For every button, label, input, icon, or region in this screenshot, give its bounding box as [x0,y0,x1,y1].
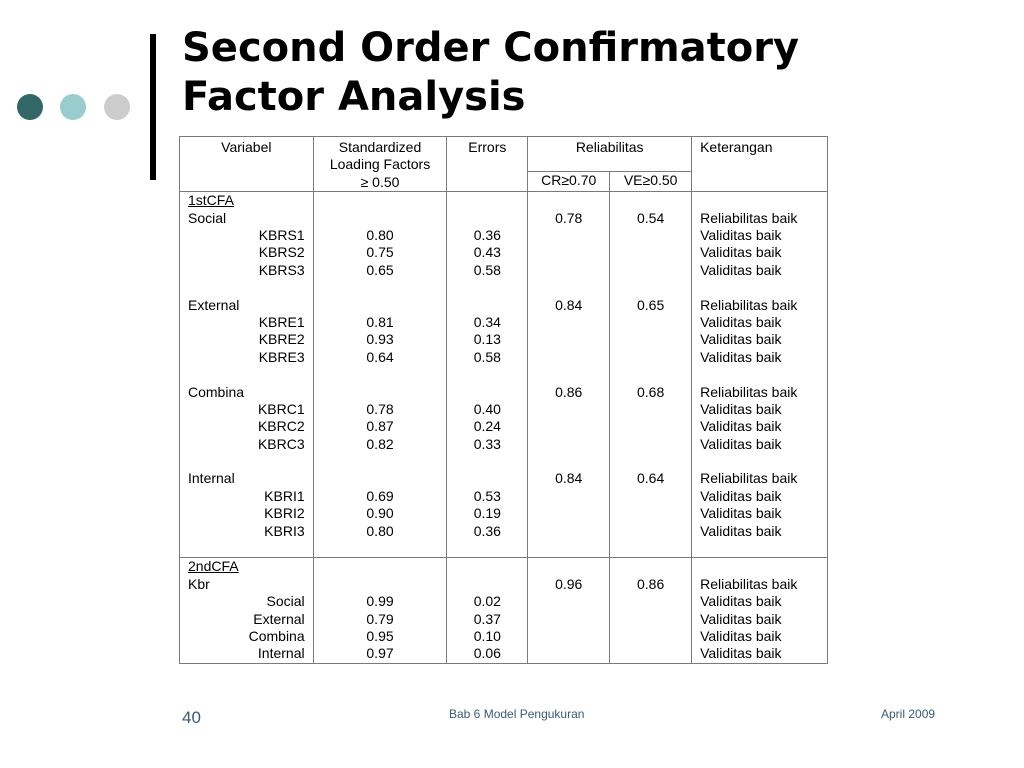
indicator-name: KBRC2 [257,418,305,435]
header-cr: CR≥0.70 [528,172,610,192]
error-value: 0.19 [473,505,501,522]
loading-value: 0.87 [366,418,394,435]
blank-line [536,331,601,348]
blank-line [700,279,819,296]
indicator-name: KBRI2 [264,505,305,522]
error-value: 0.24 [473,418,501,435]
blank-line [322,540,439,557]
blank-line [700,366,819,383]
indicator-name: KBRE2 [258,331,305,348]
table-section-row [180,192,828,558]
blank-line [536,628,601,645]
table-section-row [180,558,828,663]
blank-line [536,244,601,261]
blank-line [536,366,601,383]
blank-line [700,192,819,209]
ve-value: 0.64 [637,470,665,487]
loading-value: 0.99 [366,593,394,610]
indicator-name: KBRS1 [258,227,305,243]
blank-line [536,279,601,296]
indicator-name: Combina [248,627,305,644]
ve-cell [610,558,692,663]
cr-cell [528,192,610,558]
blank-line [618,262,683,279]
indicator-name: KBRI1 [264,487,305,504]
blank-line [536,349,601,366]
blank-line [618,192,683,209]
blank-line [536,505,601,522]
validity-note: Validitas baik [700,645,782,662]
loading-value: 0.64 [366,348,394,365]
blank-line [536,418,601,435]
indicator-name: KBRI3 [264,522,305,539]
blank-line [536,488,601,505]
validity-note: Validitas baik [700,435,782,452]
blank-line [455,470,519,487]
header-loading-line-3: ≥ 0.50 [360,173,400,190]
cr-value: 0.78 [555,209,583,226]
blank-line [322,470,439,487]
blank-line [536,593,601,610]
indicator-name: Social [266,593,305,610]
header-loading-line-1: Standardized [338,139,422,155]
blank-line [322,297,439,314]
slide-title-line-1: Second Order Confirmatory [182,25,800,71]
blank-line [322,192,439,209]
blank-line [536,523,601,540]
blank-line [188,453,305,470]
error-value: 0.37 [473,610,501,627]
accent-dot-gray [104,94,130,120]
blank-line [188,540,305,557]
footer-chapter-title: Bab 6 Model Pengukuran [449,707,585,721]
validity-note: Validitas baik [700,261,782,278]
slide-title [182,24,799,122]
reliability-note: Reliabilitas baik [700,383,798,400]
blank-line [536,558,601,575]
blank-line [618,611,683,628]
blank-line [618,279,683,296]
validity-note: Validitas baik [700,400,782,417]
header-variabel: Variabel [180,137,314,192]
validity-note: Validitas baik [700,505,782,522]
blank-line [322,384,439,401]
blank-line [618,331,683,348]
blank-line [322,366,439,383]
blank-line [618,488,683,505]
blank-line [322,576,439,593]
reliability-note: Reliabilitas baik [700,296,798,313]
blank-line [618,366,683,383]
blank-line [322,453,439,470]
loading-value: 0.81 [366,313,394,330]
accent-dot-teal [60,94,86,120]
blank-line [455,576,519,593]
blank-line [618,523,683,540]
validity-note: Validitas baik [700,227,782,243]
indicator-name: KBRS2 [258,244,305,261]
errors-cell [447,192,528,558]
indicator-name: KBRC3 [257,435,305,452]
variabel-cell [180,558,314,663]
blank-line [536,436,601,453]
cr-value: 0.84 [555,296,583,313]
indicator-name: KBRE1 [258,313,305,330]
blank-line [536,192,601,209]
blank-line [618,645,683,662]
blank-line [536,645,601,662]
blank-line [536,540,601,557]
blank-line [618,505,683,522]
keterangan-cell [692,192,828,558]
loading-value: 0.75 [366,244,394,261]
header-reliabilitas: Reliabilitas [528,137,692,172]
validity-note: Validitas baik [700,418,782,435]
validity-note: Validitas baik [700,244,782,261]
blank-line [322,210,439,227]
blank-line [536,227,601,244]
construct-name: Combina [188,383,245,400]
error-value: 0.36 [473,522,501,539]
validity-note: Validitas baik [700,593,782,610]
section-label: 1stCFA [188,192,234,209]
cr-value: 0.84 [555,470,583,487]
error-value: 0.43 [473,244,501,261]
blank-line [618,401,683,418]
cr-value: 0.86 [555,383,583,400]
loading-cell [313,558,447,663]
errors-cell [447,558,528,663]
footer-date: April 2009 [881,707,936,721]
loading-value: 0.79 [366,610,394,627]
error-value: 0.40 [473,400,501,417]
blank-line [536,611,601,628]
header-keterangan: Keterangan [692,137,828,192]
loading-value: 0.65 [366,261,394,278]
blank-line [618,436,683,453]
blank-line [455,540,519,557]
validity-note: Validitas baik [700,610,782,627]
validity-note: Validitas baik [700,348,782,365]
blank-line [700,453,819,470]
blank-line [455,366,519,383]
blank-line [322,558,439,575]
error-value: 0.06 [473,645,501,662]
blank-line [188,279,305,296]
blank-line [536,453,601,470]
validity-note: Validitas baik [700,522,782,539]
ve-value: 0.65 [637,296,665,313]
loading-value: 0.97 [366,645,394,662]
validity-note: Validitas baik [700,627,782,644]
blank-line [536,262,601,279]
blank-line [618,558,683,575]
cfa-results-table [179,136,828,664]
keterangan-cell [692,558,828,663]
loading-value: 0.90 [366,505,394,522]
cr-value: 0.96 [555,575,583,592]
header-loading-factors [313,137,447,192]
loading-value: 0.69 [366,487,394,504]
blank-line [455,558,519,575]
error-value: 0.34 [473,313,501,330]
blank-line [618,314,683,331]
loading-value: 0.82 [366,435,394,452]
blank-line [618,453,683,470]
ve-cell [610,192,692,558]
error-value: 0.58 [473,261,501,278]
validity-note: Validitas baik [700,313,782,330]
loading-value: 0.80 [366,227,394,243]
loading-value: 0.93 [366,331,394,348]
error-value: 0.33 [473,435,501,452]
loading-value: 0.95 [366,627,394,644]
construct-name: Social [188,209,227,226]
slide-title-line-2: Factor Analysis [182,74,526,120]
blank-line [700,540,819,557]
blank-line [618,593,683,610]
blank-line [618,227,683,244]
reliability-note: Reliabilitas baik [700,209,798,226]
header-loading-line-2: Loading Factors [329,156,431,173]
blank-line [455,297,519,314]
title-divider-bar [150,34,156,180]
blank-line [618,349,683,366]
construct-name: Internal [188,470,235,487]
blank-line [536,314,601,331]
error-value: 0.36 [473,227,501,243]
blank-line [618,628,683,645]
error-value: 0.53 [473,487,501,504]
ve-value: 0.54 [637,209,665,226]
error-value: 0.02 [473,593,501,610]
validity-note: Validitas baik [700,331,782,348]
blank-line [618,540,683,557]
error-value: 0.10 [473,627,501,644]
reliability-note: Reliabilitas baik [700,470,798,487]
error-value: 0.13 [473,331,501,348]
blank-line [188,366,305,383]
section-label: 2ndCFA [188,558,239,575]
ve-value: 0.86 [637,575,665,592]
blank-line [455,279,519,296]
cr-cell [528,558,610,663]
blank-line [455,210,519,227]
blank-line [618,244,683,261]
indicator-name: KBRC1 [257,400,305,417]
blank-line [700,558,819,575]
indicator-name: KBRS3 [258,261,305,278]
loading-cell [313,192,447,558]
blank-line [536,401,601,418]
blank-line [322,279,439,296]
indicator-name: Internal [257,645,305,662]
error-value: 0.58 [473,348,501,365]
ve-value: 0.68 [637,383,665,400]
page-number: 40 [182,708,201,727]
blank-line [455,453,519,470]
blank-line [618,418,683,435]
indicator-name: External [253,610,305,627]
indicator-name: KBRE3 [258,348,305,365]
header-ve: VE≥0.50 [610,172,692,192]
validity-note: Validitas baik [700,487,782,504]
accent-dot-dark [17,94,43,120]
variabel-cell [180,192,314,558]
blank-line [455,384,519,401]
loading-value: 0.80 [366,522,394,539]
loading-value: 0.78 [366,400,394,417]
construct-name: Kbr [188,575,210,592]
blank-line [455,192,519,209]
header-errors: Errors [447,137,528,192]
construct-name: External [188,296,240,313]
reliability-note: Reliabilitas baik [700,575,798,592]
